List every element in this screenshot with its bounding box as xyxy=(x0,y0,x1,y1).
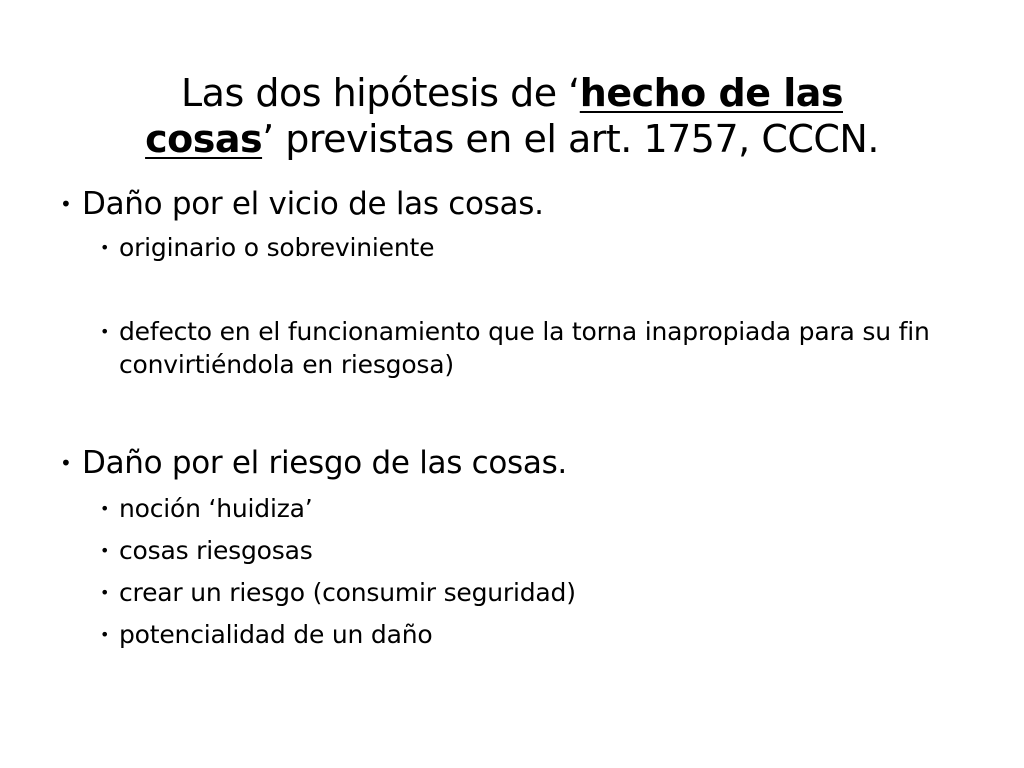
sub-bullet-text: originario o sobreviniente xyxy=(119,233,435,262)
sub-bullet-item xyxy=(100,492,979,525)
bullet-dot-icon: • xyxy=(100,238,110,257)
sub-bullet-text: noción ‘huidiza’ xyxy=(119,494,313,523)
bullet-item xyxy=(60,185,962,223)
sub-bullet-item xyxy=(100,576,979,609)
bullet-dot-icon: • xyxy=(60,451,72,475)
sub-bullet-item xyxy=(100,534,979,567)
bullet-dot-icon: • xyxy=(100,625,110,644)
bullet-dot-icon: • xyxy=(60,192,72,216)
title-emphasis-line2: cosas xyxy=(145,117,263,161)
title-emphasis-line1: hecho de las xyxy=(579,71,843,115)
bullet-text: Daño por el vicio de las cosas. xyxy=(82,186,544,222)
sub-bullet-item xyxy=(100,231,979,264)
sub-bullet-item xyxy=(100,618,979,651)
bullet-dot-icon: • xyxy=(100,322,110,341)
slide-title xyxy=(40,70,984,162)
sub-bullet-text: potencialidad de un daño xyxy=(119,620,433,649)
bullet-item xyxy=(60,444,962,482)
bullet-dot-icon: • xyxy=(100,583,110,602)
title-prefix: Las dos hipótesis de ‘ xyxy=(181,71,580,115)
sub-bullet-text: crear un riesgo (consumir seguridad) xyxy=(119,578,576,607)
bullet-text: Daño por el riesgo de las cosas. xyxy=(82,445,567,481)
bullet-dot-icon: • xyxy=(100,541,110,560)
sub-bullet-item xyxy=(100,315,979,381)
sub-bullet-text: cosas riesgosas xyxy=(119,536,313,565)
title-suffix: ’ previstas en el art. 1757, CCCN. xyxy=(262,117,879,161)
sub-bullet-text: defecto en el funcionamiento que la torna inapropiada para su fin convirtiéndola en riesgosa) xyxy=(119,317,930,379)
bullet-dot-icon: • xyxy=(100,499,110,518)
